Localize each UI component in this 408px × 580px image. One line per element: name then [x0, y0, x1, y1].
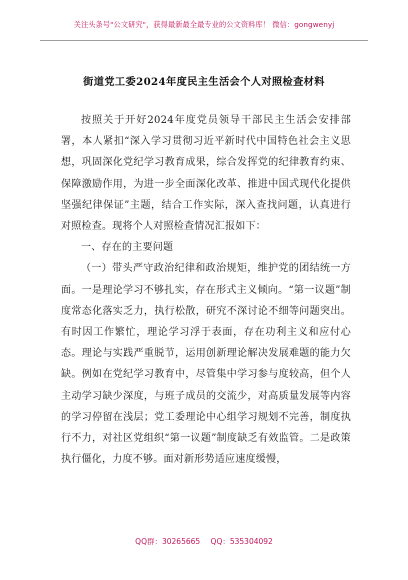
document-title: 街道党工委2024年度民主生活会个人对照检查材料: [83, 76, 325, 88]
header-banner: 关注头条号"公文研究"，获得最新最全最专业的公文资料库！ 微信：gongwenyj: [73, 20, 335, 29]
header-divider: [40, 40, 368, 41]
body-paragraph: （一）带头严守政治纪律和政治规矩，维护党的团结统一方面。一是理论学习不够扎实，存在形式主义倾向。“第一议题”制度常态化落实乏力，执行松散，研究不深讨论不细等问题突出。有时因工作繁忙，理论学习浮于表面，存在功利主义和应付心态。理论与实践严重脱节，运用创新理论解决发展难题的能力欠缺。例如在党纪学习教育中，尽管集中学习参与度较高，但个人主动学习缺少深度，与班子成员的交流少，对高质量发展等内容的学习停留在浅层；党工委理论中心组学习规划不完善，制度执行不力，对社区党组织“第一议题”制度缺乏有效监管。二是政策执行僵化，力度不够。面对新形势适应速度缓慢，: [61, 263, 351, 466]
intro-paragraph: 按照关于开好2024年度党员领导干部民主生活会安排部署，本人紧扣“深入学习贯彻习近平新时代中国特色社会主义思想，巩固深化党纪学习教育成果，综合发挥党的纪律教育约束、保障激励作用，为进一步全面深化改革、推进中国式现代化提供坚强纪律保证”主题，结合工作实际，深入查找问题，认真进行对照检查。现将个人对照检查情况汇报如下：: [61, 115, 351, 233]
qq-group-text: QQ群：30265665: [135, 537, 201, 546]
document-body: [61, 110, 351, 470]
qq-number-text: QQ：535304092: [210, 537, 273, 546]
section-heading: 一、存在的主要问题: [81, 242, 174, 254]
footer-contact: [0, 536, 408, 547]
